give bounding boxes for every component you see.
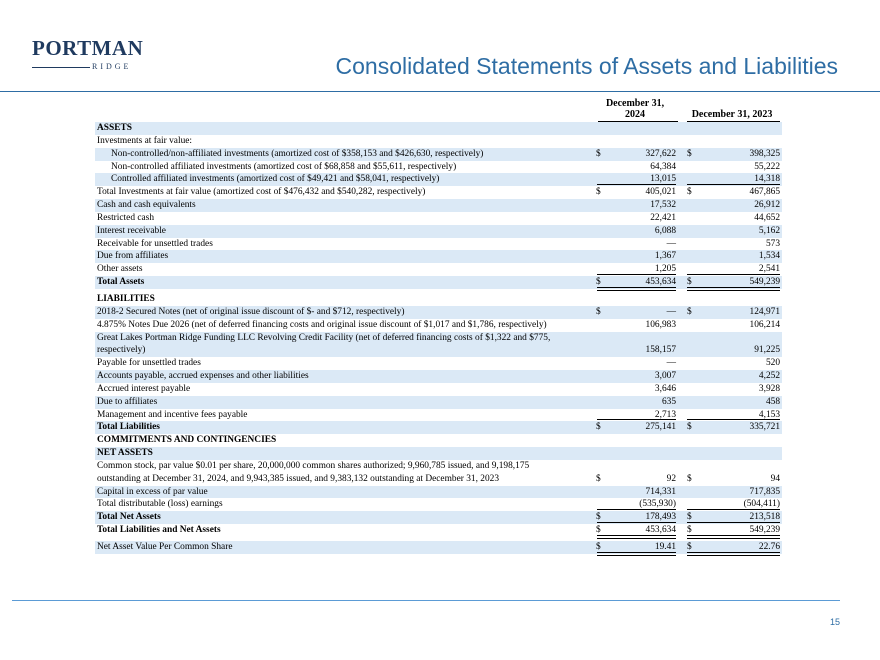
row-label: Restricted cash [97,212,155,223]
value-2024: 22,421 [650,212,676,223]
value-2024: 405,021 [645,187,676,198]
row-label: Total Liabilities [97,422,160,433]
currency-symbol-2024: $ [596,148,601,159]
row-label: Controlled affiliated investments (amortized cost of $49,421 and $58,041, respectively) [111,174,440,185]
table-row [95,332,782,358]
underline-rule [597,287,676,288]
logo-rule [32,67,90,68]
underline-rule [597,522,676,523]
row-label: 2018-2 Secured Notes (net of original issue discount of $- and $712, respectively) [97,306,405,317]
column-header-2023: December 31, 2023 [691,109,773,120]
underline-rule [687,184,780,185]
table-row [95,357,782,370]
value-2023: 4,252 [758,371,780,382]
portman-ridge-logo [32,36,144,73]
currency-symbol-2023: $ [687,148,692,159]
row-label: Due from affiliates [97,251,169,262]
value-2023: 467,865 [749,187,780,198]
value-2023: 335,721 [749,422,780,433]
value-2024: 453,634 [645,525,676,536]
row-label: Net Asset Value Per Common Share [97,542,233,552]
table-row [95,486,782,499]
underline-rule [597,184,676,185]
table-row [95,161,782,174]
row-label: Total Liabilities and Net Assets [97,525,221,536]
value-2024: 1,367 [654,251,676,262]
currency-symbol-2024: $ [596,422,601,433]
value-2024: 13,015 [650,174,676,185]
row-label: COMMITMENTS AND CONTINGENCIES [97,435,277,446]
underline-rule [597,552,676,553]
row-label [97,332,550,358]
row-label: Non-controlled/non-affiliated investments (amortized cost of $358,153 and $426,630, respectively) [111,148,484,159]
table-row [95,409,782,422]
table-row [95,173,782,186]
underline-rule [597,509,676,510]
value-2023: 213,518 [749,512,780,523]
value-2024: (535,930) [639,499,676,510]
table-row [95,447,782,460]
currency-symbol-2023: $ [687,512,692,523]
row-label: Receivable for unsettled trades [97,238,213,249]
value-2024: 2,713 [654,409,676,420]
table-row [95,263,782,276]
row-label: Other assets [97,264,143,275]
value-2023: 91,225 [754,345,780,356]
table-row [95,225,782,238]
table-row [95,319,782,332]
value-2023: 4,153 [758,409,780,420]
row-label: Cash and cash equivalents [97,200,196,211]
value-2024: 453,634 [645,277,676,288]
column-header-2024-line2: 2024 [625,109,645,120]
statement-table [95,122,782,554]
row-label-line2: respectively) [97,345,146,356]
value-2023: 398,325 [749,148,780,159]
value-2024: 3,646 [654,383,676,394]
row-label: LIABILITIES [97,293,155,304]
value-2024: 3,007 [654,371,676,382]
table-row [95,498,782,511]
table-row [95,524,782,537]
underline-rule [687,274,780,275]
title-divider [0,91,880,92]
currency-symbol-2023: $ [687,277,692,288]
row-label: Payable for unsettled trades [97,358,201,369]
row-label: Non-controlled affiliated investments (amortized cost of $68,858 and $55,611, respectively) [111,161,457,172]
row-label [97,460,529,486]
row-label: Total Net Assets [97,512,161,523]
value-2024: 635 [661,396,676,407]
table-row [95,460,782,486]
table-row [95,421,782,434]
row-label: Due to affiliates [97,396,158,407]
row-label: Investments at fair value: [97,135,193,146]
value-2024: 64,384 [650,161,676,172]
row-label: Total distributable (loss) earnings [97,499,223,510]
table-row [95,212,782,225]
currency-symbol-2023: $ [687,525,692,536]
currency-symbol-2023: $ [687,306,692,317]
underline-rule [687,287,780,288]
row-label: Interest receivable [97,225,166,236]
table-row [95,383,782,396]
value-2023: 3,928 [758,383,780,394]
table-row [95,186,782,199]
value-2024: 19.41 [654,542,676,552]
value-2024: 327,622 [645,148,676,159]
value-2023: 124,971 [749,306,780,317]
value-2023: 549,239 [749,525,780,536]
value-2024: 17,532 [650,200,676,211]
row-label: Accounts payable, accrued expenses and other liabilities [97,371,309,382]
value-2024: 275,141 [645,422,676,433]
table-row [95,250,782,263]
table-row [95,135,782,148]
value-2023: 5,162 [758,225,780,236]
double-underline-rule [597,555,676,556]
value-2024: — [666,238,676,249]
footer-divider [12,600,840,601]
underline-rule [687,509,780,510]
underline-rule [687,535,780,536]
table-row [95,276,782,289]
row-label: Accrued interest payable [97,383,191,394]
value-2024: — [666,306,676,317]
currency-symbol-2023: $ [687,422,692,433]
value-2023: 2,541 [758,264,780,275]
table-row [95,148,782,161]
row-label: 4.875% Notes Due 2026 (net of deferred financing costs and original issue discount of $1,017 and $1,786, respectively) [97,319,547,330]
column-header-2024-line1: December 31, [605,98,665,109]
table-row [95,434,782,447]
value-2023: 1,534 [758,251,780,262]
value-2023: 44,652 [754,212,780,223]
logo-wordmark: PORTMAN [32,36,144,60]
value-2023: 458 [765,396,780,407]
value-2023: 549,239 [749,277,780,288]
table-row [95,511,782,524]
value-2024: — [666,358,676,369]
currency-symbol-2024: $ [596,187,601,198]
value-2023: 26,912 [754,200,780,211]
value-2024: 158,157 [645,345,676,356]
row-label: Management and incentive fees payable [97,409,248,420]
row-label-line1: Common stock, par value $0.01 per share, 20,000,000 common shares authorized; 9,960,785 issued, and 9,198,175 [97,460,530,471]
value-2023: (504,411) [743,499,780,510]
currency-symbol-2024: $ [596,525,601,536]
table-row [95,306,782,319]
value-2023: 14,318 [754,174,780,185]
value-2024: 92 [666,473,676,484]
row-label: NET ASSETS [97,448,153,459]
table-row [95,199,782,212]
value-2024: 106,983 [645,319,676,330]
currency-symbol-2023: $ [687,473,692,484]
value-2023: 94 [770,473,780,484]
value-2023: 22.76 [758,542,780,552]
row-label: ASSETS [97,123,132,133]
underline-rule [687,419,780,420]
double-underline-rule [687,555,780,556]
value-2023: 573 [765,238,780,249]
underline-rule [597,419,676,420]
row-label-line2: outstanding at December 31, 2024, and 9,943,385 issued, and 9,383,132 outstanding at December 31, 2023 [97,473,500,484]
table-row [95,541,782,554]
value-2023: 717,835 [749,486,780,497]
page-number: 15 [829,617,840,627]
row-label: Total Investments at fair value (amortized cost of $476,432 and $540,282, respectively) [97,187,426,198]
value-2023: 106,214 [749,319,780,330]
value-2024: 178,493 [645,512,676,523]
currency-symbol-2024: $ [596,542,601,552]
value-2023: 520 [765,358,780,369]
value-2023: 55,222 [754,161,780,172]
currency-symbol-2023: $ [687,187,692,198]
row-label-line1: Great Lakes Portman Ridge Funding LLC Revolving Credit Facility (net of deferred financing costs of $1,322 and $775, [97,332,551,343]
page-title: Consolidated Statements of Assets and Liabilities [335,53,838,79]
value-2024: 6,088 [654,225,676,236]
row-label: Capital in excess of par value [97,486,208,497]
table-row [95,370,782,383]
underline-rule [597,274,676,275]
value-2024: 1,205 [654,264,676,275]
underline-rule [687,552,780,553]
currency-symbol-2024: $ [596,512,601,523]
table-row [95,396,782,409]
table-row [95,293,782,306]
underline-rule [687,522,780,523]
underline-rule [597,535,676,536]
table-row [95,122,782,135]
row-label: Total Assets [97,277,145,288]
currency-symbol-2023: $ [687,542,692,552]
logo-subtext: RIDGE [92,62,132,71]
table-row [95,238,782,251]
currency-symbol-2024: $ [596,277,601,288]
currency-symbol-2024: $ [596,473,601,484]
currency-symbol-2024: $ [596,306,601,317]
value-2024: 714,331 [645,486,676,497]
column-header-2024 [600,98,670,120]
